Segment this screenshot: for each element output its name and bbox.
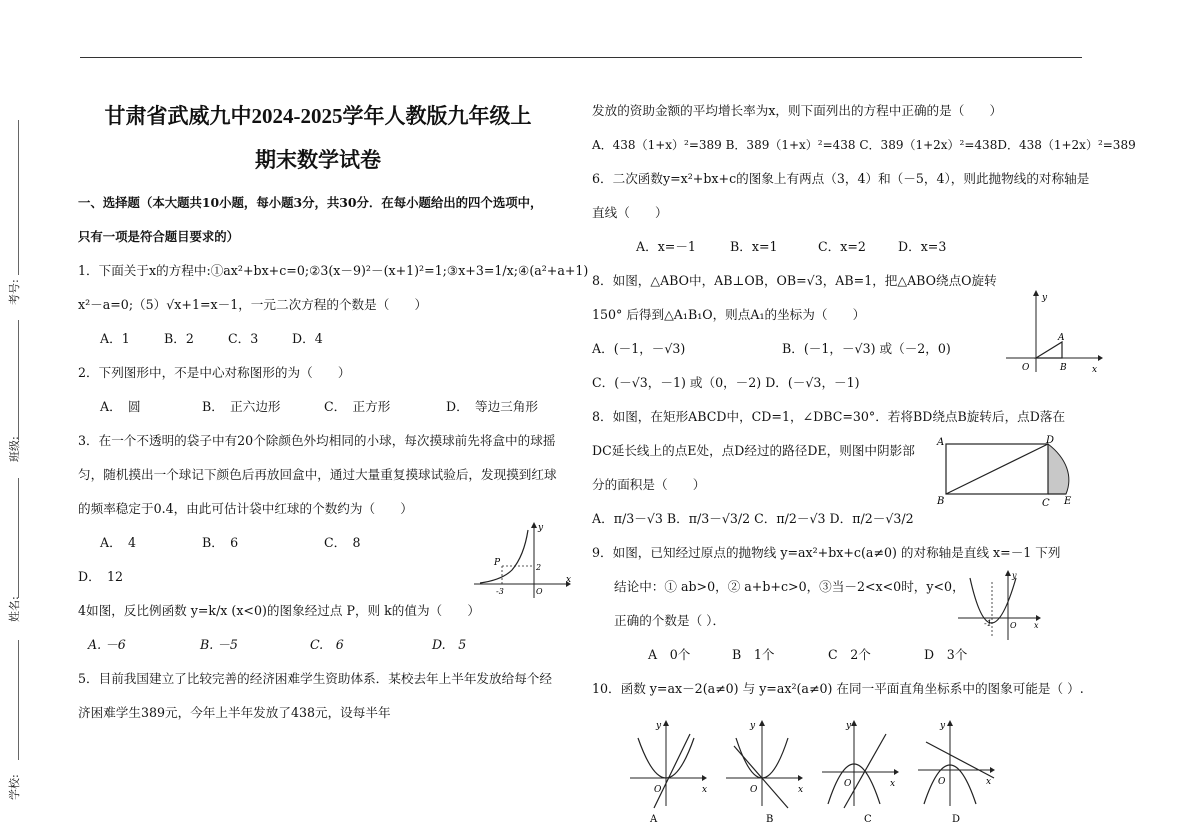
q4-stem: 4如图，反比例函数 y=k/x (x<0)的图象经过点 P，则 k的值为（ ）: [78, 603, 480, 618]
origin-label: O: [654, 785, 662, 795]
point-c-label: C: [1042, 498, 1050, 509]
diagonal-bd: [946, 444, 1048, 494]
y-label: y: [1012, 571, 1017, 580]
tick-m1-label: -1: [984, 619, 992, 628]
y-axis-arrow: [1005, 570, 1011, 576]
graph-label-d: D: [952, 814, 961, 825]
q9-question: 正确的个数是（ ）．: [614, 613, 726, 628]
y-label: y: [1042, 293, 1048, 303]
y-axis-arrow: [1033, 290, 1039, 296]
name-label: 姓名:: [8, 596, 21, 622]
x-label: x: [798, 785, 804, 795]
q2-option-b: B． 正六边形: [202, 399, 281, 414]
parabola-curve: [970, 578, 1016, 623]
q6-options: [592, 230, 1092, 264]
x-axis-arrow: [1098, 355, 1103, 361]
point-a-label: A: [1058, 333, 1065, 343]
x-label: x: [890, 779, 896, 789]
y-label: y: [656, 721, 662, 731]
binding-line: [18, 478, 19, 598]
q10-stem: 10．函数 y=ax－2(a≠0) 与 y=ax²(a≠0) 在同一平面直角坐标系中的图象可能是（ ）.: [592, 681, 1084, 696]
header-rule: [80, 57, 1082, 58]
exam-no-label: 考号:: [8, 279, 21, 305]
q5-stem-cont: 济困难学生389元，今年上半年发放了438元，设每半年: [78, 705, 391, 720]
page-title-line2: 期末数学试卷: [255, 148, 381, 172]
q10-graph-d: [918, 720, 995, 825]
left-column: [78, 94, 589, 730]
q5-options: A．438（1+x）²=389 B．389（1+x）²=438 C．389（1+2x）²=438D．438（1+2x）²=389: [592, 138, 1136, 152]
q2-stem: 2．下列图形中，不是中心对称图形的为（ ）: [78, 365, 351, 380]
q7-option-a: A．(－1，－√3): [592, 341, 686, 356]
q9-stem: 9．如图，已知经过原点的抛物线 y=ax²+bx+c(a≠0) 的对称轴是直线 x=－1 下列: [592, 545, 1061, 560]
q3-stem-cont2: 的频率稳定于0.4，由此可估计袋中红球的个数约为（ ）: [78, 501, 413, 516]
q3-stem-cont: 匀，随机摸出一个球记下颜色后再放回盒中，通过大量重复摸球试验后，发现摸到红球: [78, 467, 557, 482]
q3-option-b: B． 6: [202, 535, 239, 550]
tick-m3-label: -3: [496, 587, 504, 596]
q7-options-cd: C．(－√3，－1) 或（0，－2) D．(－√3，－1): [592, 375, 860, 390]
point-e-label: E: [1064, 496, 1072, 507]
graph-label-c: C: [864, 814, 872, 825]
triangle-abo: [1036, 342, 1062, 358]
q6-option-a: A．x=－1: [636, 239, 696, 254]
q6-stem-cont: 直线（ ）: [592, 205, 668, 220]
line: [734, 746, 788, 808]
school-label: 学校:: [8, 774, 21, 800]
q8-stem-cont: DC延长线上的点E处，点D经过的路径DE，则图中阴影部: [592, 443, 915, 458]
q6-option-d: D．x=3: [898, 239, 947, 254]
binding-line: [18, 640, 19, 760]
line: [844, 734, 886, 808]
y-label: y: [538, 523, 544, 533]
q10-graph-a: [630, 720, 707, 825]
q5-stem: 5．目前我国建立了比较完善的经济困难学生资助体系．某校去年上半年发放给每个经: [78, 671, 552, 686]
q10-figures: [624, 716, 1104, 828]
q4-option-a: A. －6: [88, 637, 126, 652]
q1-option-b: B．2: [164, 331, 194, 346]
origin-label: O: [938, 777, 946, 787]
origin-label: O: [536, 587, 543, 596]
q3-stem: 3．在一个不透明的袋子中有20个除颜色外均相同的小球，每次摸球前先将盒中的球摇: [78, 433, 556, 448]
y-axis-arrow: [531, 522, 537, 528]
q9-option-d: D 3个: [924, 647, 968, 662]
x-label: x: [986, 777, 992, 787]
y-axis-arrow: [851, 720, 857, 726]
shaded-region: [1048, 444, 1069, 494]
y-axis-arrow: [663, 720, 669, 726]
q8-stem: 8．如图，在矩形ABCD中，CD=1，∠DBC=30°．若将BD绕点B旋转后，点D落在: [592, 409, 1066, 424]
section1-heading-cont: 只有一项是符合题目要求的）: [78, 229, 240, 244]
section1-heading: 一、选择题（本大题共10小题，每小题3分，共30分．在每小题给出的四个选项中，: [78, 195, 543, 210]
x-label: x: [1034, 621, 1039, 630]
q6-stem: 6．二次函数y=x²+bx+c的图象上有两点（3，4）和（－5，4），则此抛物线的对称轴是: [592, 171, 1090, 186]
x-label: x: [1092, 365, 1098, 375]
y-axis-arrow: [759, 720, 765, 726]
q1-option-d: D．4: [292, 331, 323, 346]
page-title-line1: 甘肃省武威九中2024-2025学年人教版九年级上: [104, 104, 532, 128]
q9-option-b: B 1个: [732, 647, 775, 662]
q4-option-d: D. 5: [432, 637, 467, 652]
origin-label: O: [750, 785, 758, 795]
q3-option-c: C． 8: [324, 535, 361, 550]
q1-stem: 1．下面关于x的方程中:①ax²+bx+c=0;②3(x－9)²－(x+1)²=1;③x+3=1/x;④(a²+a+1): [78, 263, 589, 278]
y-label: y: [750, 721, 756, 731]
q8-options: A．π/3－√3 B．π/3－√3/2 C．π/2－√3 D．π/2－√3/2: [592, 511, 914, 526]
point-p-label: P: [494, 558, 501, 568]
class-label: 班级:: [8, 436, 21, 462]
origin-label: O: [1010, 621, 1017, 630]
q2-options: [78, 390, 570, 424]
q1-option-a: A．1: [100, 331, 130, 346]
q3-option-d: D． 12: [78, 569, 124, 584]
q2-option-a: A． 圆: [100, 399, 141, 414]
q9-figure: [954, 568, 1046, 644]
tick-2-label: 2: [536, 563, 542, 572]
q8-figure: [934, 434, 1084, 510]
origin-label: O: [844, 779, 852, 789]
x-axis-arrow: [798, 775, 803, 781]
q10-graph-b: [726, 720, 803, 825]
point-d-label: D: [1046, 435, 1055, 446]
q7-option-b: B．(－1，－√3) 或（－2，0): [782, 341, 951, 356]
q9-option-c: C 2个: [828, 647, 871, 662]
q3-option-a: A． 4: [100, 535, 136, 550]
hyperbola-curve: [480, 530, 528, 583]
q1-stem-cont: x²－a=0;（5）√x+1=x－1，一元二次方程的个数是（ ）: [78, 297, 428, 312]
binding-line: [18, 120, 19, 275]
q7-stem-cont: 150° 后得到△A₁B₁O，则点A₁的坐标为（ ）: [592, 307, 866, 322]
x-label: x: [702, 785, 708, 795]
point-b-label: B: [937, 496, 945, 507]
q8-stem-cont2: 分的面积是（ ）: [592, 477, 706, 492]
x-label: x: [566, 575, 572, 585]
point-a-label: A: [937, 437, 945, 448]
q4-option-c: C. 6: [310, 637, 344, 652]
q4-option-b: B. －5: [200, 637, 238, 652]
line: [654, 734, 690, 808]
q2-option-d: D． 等边三角形: [446, 399, 538, 414]
q2-option-c: C． 正方形: [324, 399, 391, 414]
q10-graph-c: [822, 720, 899, 825]
point-b-label: B: [1060, 363, 1067, 373]
q9-option-a: A 0个: [648, 647, 691, 662]
graph-label-a: A: [650, 814, 658, 825]
y-label: y: [940, 721, 946, 731]
y-label: y: [846, 721, 852, 731]
q1-options: [78, 322, 570, 356]
x-axis-arrow: [702, 775, 707, 781]
q4-options: [78, 628, 570, 662]
q6-option-b: B．x=1: [730, 239, 778, 254]
q7-figure: [1002, 286, 1106, 376]
graph-label-b: B: [766, 814, 774, 825]
line: [926, 742, 994, 778]
q6-option-c: C．x=2: [818, 239, 866, 254]
q4-figure: [472, 520, 572, 600]
q1-option-c: C．3: [228, 331, 259, 346]
x-axis-arrow: [990, 767, 995, 773]
q9-conclusions: 结论中：① ab>0，② a+b+c>0，③当－2<x<0时，y<0，: [614, 579, 965, 594]
q5-stem-cont2: 发放的资助金额的平均增长率为x，则下面列出的方程中正确的是（ ）: [592, 103, 1003, 118]
y-axis-arrow: [947, 720, 953, 726]
x-axis-arrow: [894, 769, 899, 775]
q7-stem: 8．如图，△ABO中，AB⊥OB，OB=√3，AB=1，把△ABO绕点O旋转: [592, 273, 997, 288]
binding-line: [18, 320, 19, 440]
origin-label: O: [1022, 363, 1030, 373]
